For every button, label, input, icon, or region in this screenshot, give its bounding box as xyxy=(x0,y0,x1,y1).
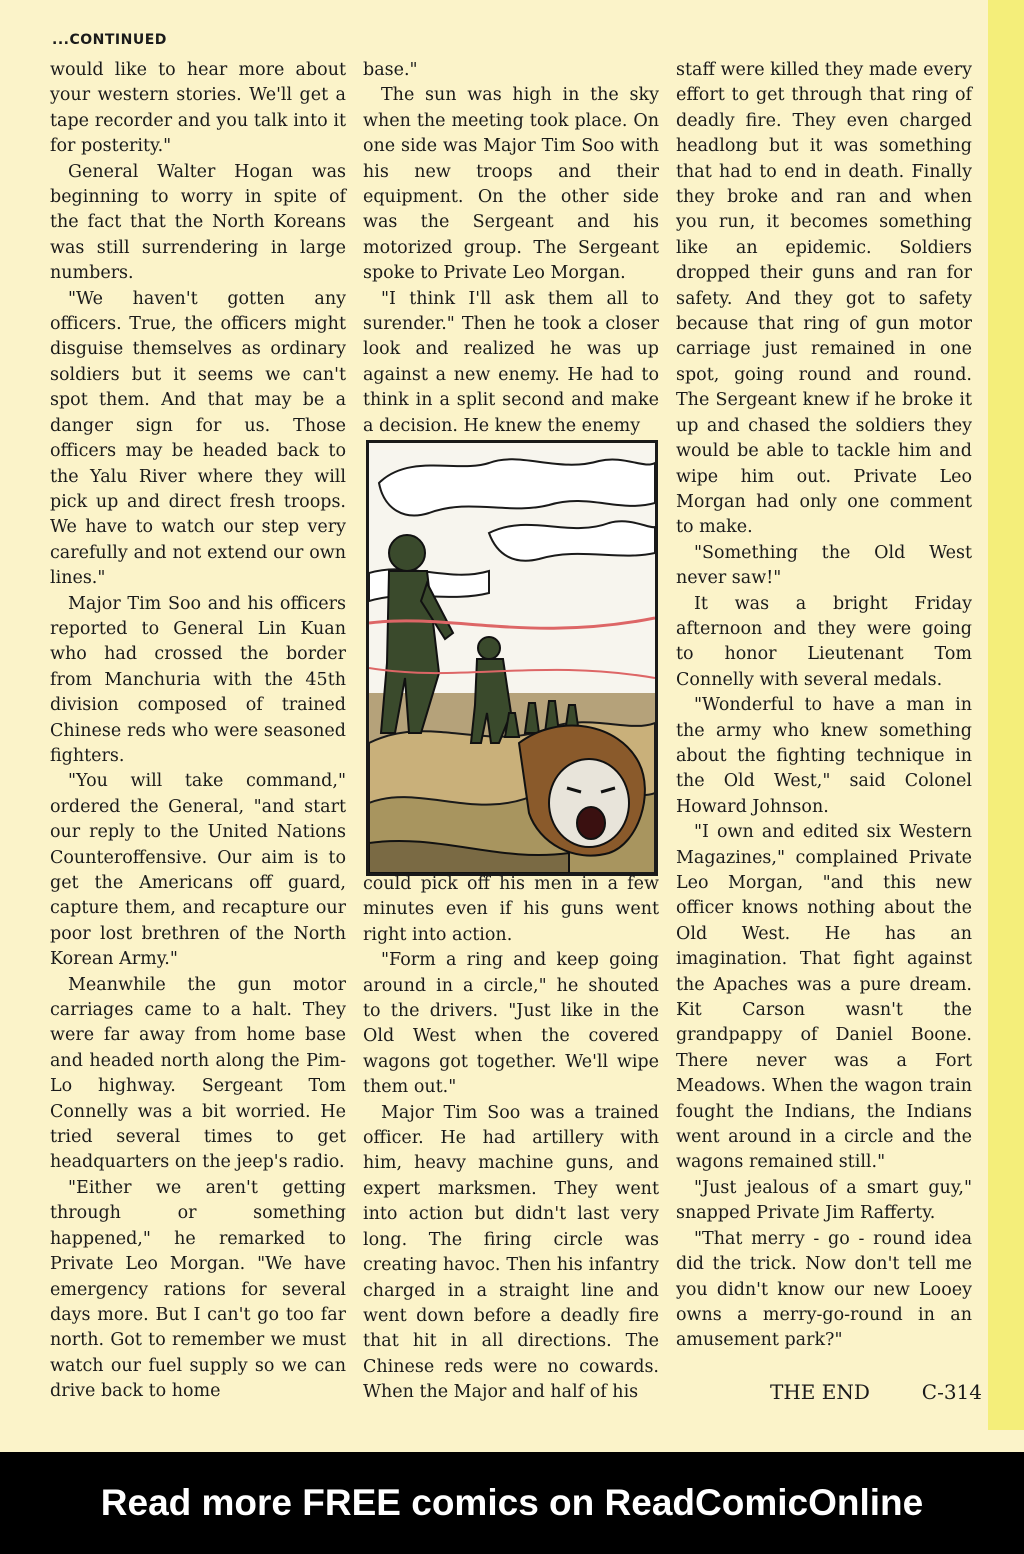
paragraph: Major Tim Soo was a trained officer. He had artillery with him, heavy machine guns, and expert marksmen. They went into action but didn't last very long. The firing circle was creating havoc. Then his infantry charged in a straight line and went down before a deadly fire that hit in all directions. The Chinese reds were no cowards. When the Major and half of his xyxy=(363,1102,659,1403)
paragraph: "That merry - go - round idea did the trick. Now don't tell me you didn't know our new Looey owns a merry-go-round in an amusement park?" xyxy=(676,1228,972,1351)
paragraph: "We haven't gotten any officers. True, the officers might disguise themselves as ordinary soldiers but it seems we can't spot them. And that may be a danger sign for us. Those officers may be headed back to the Yalu River where they will pick up and direct fresh troops. We have to watch our step very carefully and not extend our own lines." xyxy=(50,288,346,589)
text-column-3 xyxy=(676,58,972,1354)
page-edge-tint xyxy=(988,0,1024,1430)
paragraph: "I think I'll ask them all to surender." Then he took a closer look and realized he was up against a new enemy. He had to think in a split second and make a decision. He knew the enemy xyxy=(363,288,659,436)
paragraph: could pick off his men in a few minutes even if his guns went right into action. xyxy=(363,874,659,945)
paragraph: base." xyxy=(363,60,418,80)
story-code: C-314 xyxy=(921,1380,982,1404)
paragraph: "Wonderful to have a man in the army who knew something about the fighting technique in the Old West," said Colonel Howard Johnson. xyxy=(676,695,972,817)
text-column-2-bottom xyxy=(363,872,659,1406)
comic-illustration-panel xyxy=(366,440,658,876)
text-column-1 xyxy=(50,58,346,1405)
paragraph: The sun was high in the sky when the meeting took place. On one side was Major Tim Soo with his new troops and their equipment. On the other side was the Sergeant and his motorized group. The Sergeant spoke to Private Leo Morgan. xyxy=(363,85,659,284)
paragraph: Major Tim Soo and his officers reported to General Lin Kuan who had crossed the border from Manchuria with the 45th division composed of trained Chinese reds who were seasoned fighters. xyxy=(50,593,346,766)
text-column-2-top xyxy=(363,58,659,439)
paragraph: "You will take command," ordered the General, "and start our reply to the United Nations Counteroffensive. Our aim is to get the Americans off guard, capture them, and recapture our poor lost brethren of the North Korean Army." xyxy=(50,771,346,970)
paragraph: "Either we aren't getting through or something happened," he remarked to Private Leo Morgan. "We have emergency rations for several days more. But I can't go too far north. Got to remember we must watch our fuel supply so we can drive back to home xyxy=(50,1177,346,1402)
paragraph: "I own and edited six Western Magazines," complained Private Leo Morgan, "and this new officer knows nothing about the Old West. He has an imagination. That fight against the Apaches was a pure dream. Kit Carson wasn't the grandpappy of Daniel Boone. There never was a Fort Meadows. When the wagon train fought the Indians, the Indians went around in a circle and the wagons remained still." xyxy=(676,822,972,1173)
paragraph: It was a bright Friday afternoon and they were going to honor Lieutenant Tom Connelly with several medals. xyxy=(676,593,972,690)
paragraph: "Something the Old West never saw!" xyxy=(676,542,972,589)
banner-text: Read more FREE comics on ReadComicOnline xyxy=(100,1482,924,1523)
paragraph: "Form a ring and keep going around in a circle," he shouted to the drivers. "Just like in the Old West when the covered wagons got together. We'll wipe them out." xyxy=(363,950,659,1098)
paragraph: would like to hear more about your western stories. We'll get a tape recorder and you talk into it for posterity." xyxy=(50,60,346,157)
readcomic-banner-link[interactable] xyxy=(0,1452,1024,1554)
the-end-label: THE END xyxy=(770,1380,870,1404)
paragraph: staff were killed they made every effort to get through that ring of deadly fire. They even charged headlong but it was something that had to end in death. Finally they broke and ran and when you run, it becomes something like an epidemic. Soldiers dropped their guns and ran for safety. And they got to safety because that ring of gun motor carriage just remained in one spot, going round and round. The Sergeant knew if he broke it up and chased the soldiers they would be able to tackle him and wipe him out. Private Leo Morgan had only one comment to make. xyxy=(676,60,972,538)
story-end-line xyxy=(770,1380,982,1404)
paragraph: "Just jealous of a smart guy," snapped Private Jim Rafferty. xyxy=(676,1177,972,1224)
paragraph: General Walter Hogan was beginning to worry in spite of the fact that the North Koreans was still surrendering in large numbers. xyxy=(50,161,346,284)
paragraph: Meanwhile the gun motor carriages came to a halt. They were far away from home base and headed north along the Pim-Lo highway. Sergeant Tom Connelly was a bit worried. He tried several times to get headquarters on the jeep's radio. xyxy=(50,974,346,1173)
battle-scene-illustration xyxy=(369,443,655,873)
continued-header: ...CONTINUED xyxy=(52,32,167,48)
